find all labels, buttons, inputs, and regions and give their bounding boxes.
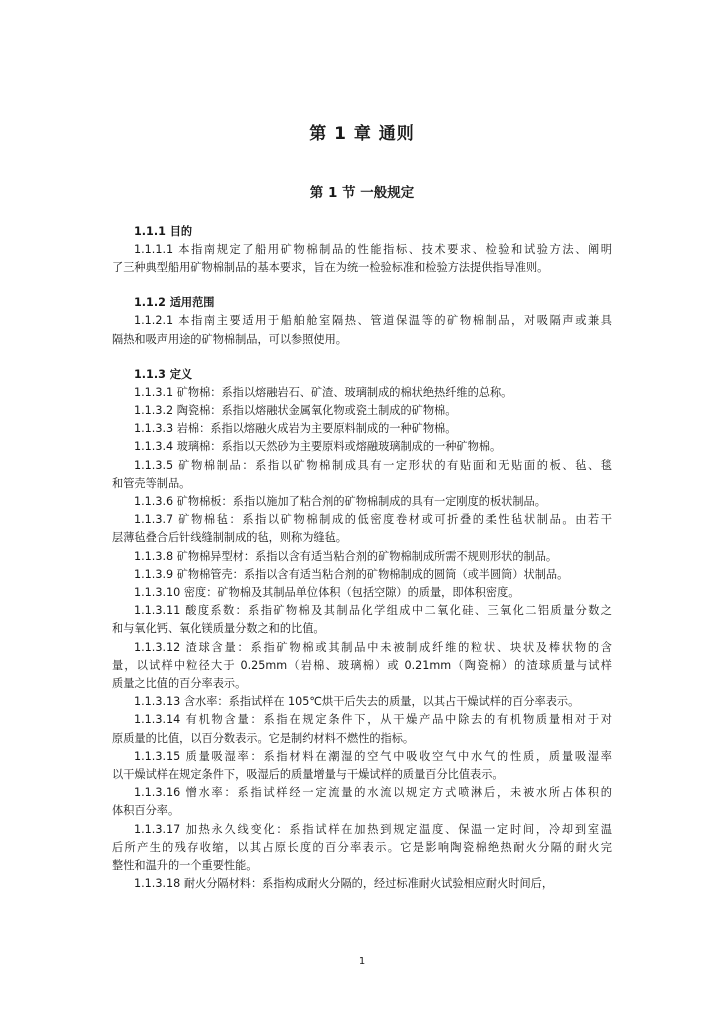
paragraph-line: 1.1.3.4 玻璃棉：系指以天然砂为主要原料或熔融玻璃制成的一种矿物棉。 <box>134 440 502 454</box>
definition-paragraph <box>112 511 612 547</box>
paragraph-line: 1.1.3.9 矿物棉管壳：系指以含有适当粘合剂的矿物棉制成的圆筒（或半圆筒）状制品。 <box>134 567 569 581</box>
paragraph-line: 1.1.3.13 含水率：系指试样在 105℃烘干后失去的质量，以其占干燥试样的百分率表示。 <box>134 695 580 709</box>
paragraph-line: 1.1.3.17 加热永久线变化：系指试样在加热到规定温度、保温一定时间，冷却到室温 <box>134 822 612 836</box>
definition-paragraph <box>112 566 612 584</box>
subsection-heading: 1.1.3 定义 <box>134 367 193 381</box>
paragraph-line: 1.1.3.7 矿物棉毡：系指以矿物棉制成的低密度卷材或可折叠的柔性毡状制品。由若干 <box>134 513 612 527</box>
section-title: 第 1 节 一般规定 <box>309 185 415 201</box>
definition-paragraph <box>112 402 612 420</box>
paragraph-line: 和管壳等制品。 <box>112 476 191 490</box>
definition-paragraph <box>112 821 612 876</box>
paragraph-line: 整性和温升的一个重要性能。 <box>112 859 258 873</box>
definition-paragraph <box>112 875 612 893</box>
paragraph-line: 1.1.3.16 憎水率：系指试样经一定流量的水流以规定方式喷淋后，未被水所占体积的 <box>134 786 612 800</box>
paragraph-line: 1.1.3.2 陶瓷棉：系指以熔融状金属氧化物或瓷土制成的矿物棉。 <box>134 404 457 418</box>
paragraph-line: 质量之比值的百分率表示。 <box>112 677 247 691</box>
paragraph-line: 1.1.3.10 密度：矿物棉及其制品单位体积（包括空隙）的质量，即体积密度。 <box>134 586 520 600</box>
subsection-heading: 1.1.1 目的 <box>134 225 193 238</box>
chapter-title: 第 1 章 通则 <box>309 124 415 144</box>
definition-paragraph <box>112 438 612 456</box>
paragraph-line: 1.1.3.8 矿物棉异型材：系指以含有适当粘合剂的矿物棉制成所需不规则形状的制品。 <box>134 549 558 563</box>
paragraph-line: 了三种典型船用矿物棉制品的基本要求，旨在为统一检验标准和检验方法提供指导准则。 <box>112 261 549 275</box>
definition-paragraph <box>112 748 612 784</box>
definition-paragraph <box>112 784 612 820</box>
definition-paragraph <box>112 602 612 638</box>
paragraph-line: 1.1.3.6 矿物棉板：系指以施加了粘合剂的矿物棉制成的具有一定刚度的板状制品。 <box>134 495 546 509</box>
definition-paragraph <box>112 241 612 277</box>
paragraph-line: 1.1.3.12 渣球含量：系指矿物棉或其制品中未被制成纤维的粒状、块状及棒状物的含 <box>134 640 612 654</box>
paragraph-line: 后所产生的残存收缩，以其占原长度的百分率表示。它是影响陶瓷棉绝热耐火分隔的耐火完 <box>112 840 612 854</box>
definition-paragraph <box>112 312 612 348</box>
section-gap <box>112 277 612 293</box>
paragraph-line: 隔热和吸声用途的矿物棉制品，可以参照使用。 <box>112 332 347 346</box>
paragraph-line: 1.1.3.5 矿物棉制品：系指以矿物棉制成具有一定形状的有贴面和无贴面的板、毡、毯 <box>134 458 612 472</box>
definition-paragraph <box>112 711 612 747</box>
paragraph-line: 1.1.3.11 酸度系数：系指矿物棉及其制品化学组成中二氧化硅、三氧化二铝质量分数之 <box>134 604 612 618</box>
definition-paragraph <box>112 548 612 566</box>
paragraph-line: 1.1.2.1 本指南主要适用于船舶舱室隔热、管道保温等的矿物棉制品，对吸隔声或兼具 <box>134 314 612 328</box>
definition-paragraph <box>112 693 612 711</box>
definition-paragraph <box>112 420 612 438</box>
paragraph-line: 层薄毡叠合后针线缝制制成的毡，则称为缝毡。 <box>112 531 347 545</box>
paragraph-line: 1.1.1.1 本指南规定了船用矿物棉制品的性能指标、技术要求、检验和试验方法、阐明 <box>134 243 612 256</box>
paragraph-line: 1.1.3.1 矿物棉：系指以熔融岩石、矿渣、玻璃制成的棉状绝热纤维的总称。 <box>134 385 513 399</box>
definition-paragraph <box>112 384 612 402</box>
page-number: 1 <box>358 956 366 967</box>
definition-paragraph <box>112 457 612 493</box>
paragraph-line: 1.1.3.14 有机物含量：系指在规定条件下，从干燥产品中除去的有机物质量相对于对 <box>134 713 612 727</box>
paragraph-line: 1.1.3.3 岩棉：系指以熔融火成岩为主要原料制成的一种矿物棉。 <box>134 422 457 436</box>
definition-paragraph <box>112 584 612 602</box>
paragraph-line: 原质量的比值，以百分数表示。它是制约材料不燃性的指标。 <box>112 731 415 745</box>
paragraph-line: 和与氧化钙、氧化镁质量分数之和的比值。 <box>112 622 325 636</box>
paragraph-line: 1.1.3.15 质量吸湿率：系指材料在潮湿的空气中吸收空气中水气的性质，质量吸湿率 <box>134 749 612 763</box>
paragraph-line: 1.1.3.18 耐火分隔材料：系指构成耐火分隔的，经过标准耐火试验相应耐火时间后， <box>134 877 554 891</box>
paragraph-line: 体积百分率。 <box>112 804 180 818</box>
subsection-heading: 1.1.2 适用范围 <box>134 296 215 310</box>
definition-paragraph <box>112 493 612 511</box>
section-gap <box>112 349 612 365</box>
definition-paragraph <box>112 639 612 694</box>
document-body <box>112 222 612 894</box>
paragraph-line: 量，以试样中粒径大于 0.25mm（岩棉、玻璃棉）或 0.21mm（陶瓷棉）的渣球质量与试样 <box>112 658 612 672</box>
paragraph-line: 以干燥试样在规定条件下，吸湿后的质量增量与干燥试样的质量百分比值表示。 <box>112 768 504 782</box>
